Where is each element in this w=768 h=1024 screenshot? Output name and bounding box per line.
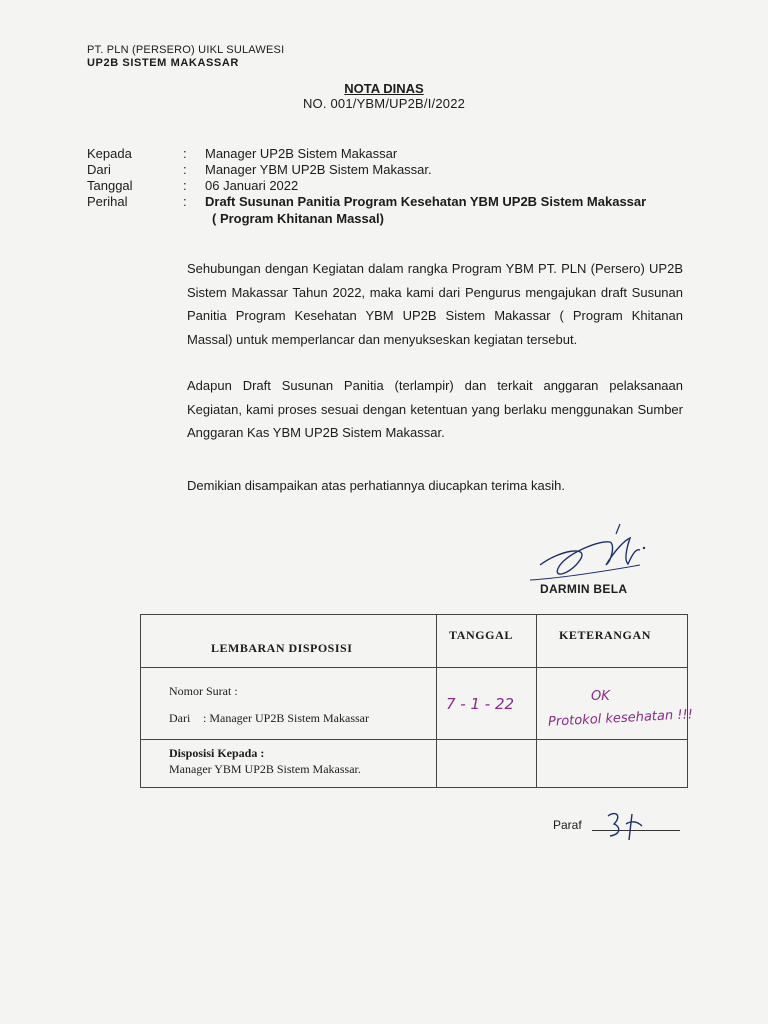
table-divider <box>536 615 537 787</box>
nomor-surat-label: Nomor Surat : <box>169 684 238 698</box>
meta-value-perihal-line2: ( Program Khitanan Massal) <box>212 211 384 226</box>
meta-colon: : <box>183 194 187 209</box>
dari-value: : Manager UP2B Sistem Makassar <box>203 711 369 725</box>
meta-label-dari: Dari <box>87 162 111 177</box>
disposition-col-date: TANGGAL <box>449 628 513 642</box>
meta-colon: : <box>183 178 187 193</box>
dari-label: Dari <box>169 711 191 725</box>
paraf-label: Paraf <box>553 818 582 832</box>
meta-value-tanggal: 06 Januari 2022 <box>205 178 299 193</box>
disposisi-kepada-label: Disposisi Kepada : <box>169 746 265 760</box>
memo-number: NO. 001/YBM/UP2B/I/2022 <box>302 96 466 111</box>
table-divider <box>141 667 687 668</box>
body-paragraph-1: Sehubungan dengan Kegiatan dalam rangka Program YBM PT. PLN (Persero) UP2B Sistem Makassar Tahun 2022, maka kami dari Pengurus mengajukan draft Susunan Panitia Program Kesehatan YBM UP2B Sistem Makassar ( Program Khitanan Massal) untuk memperlancar dan menyukseskan kegiatan tersebut. <box>187 261 683 347</box>
meta-value-perihal: Draft Susunan Panitia Program Kesehatan YBM UP2B Sistem Makassar <box>205 194 647 209</box>
org-name-line2: UP2B SISTEM MAKASSAR <box>87 57 239 69</box>
meta-label-perihal: Perihal <box>87 194 128 209</box>
signer-name: DARMIN BELA <box>540 582 628 596</box>
disposition-header-title: LEMBARAN DISPOSISI <box>211 641 353 655</box>
paraf-signature <box>602 808 652 844</box>
body-paragraph-3: Demikian disampaikan atas perhatiannya diucapkan terima kasih. <box>187 478 565 493</box>
meta-value-dari: Manager YBM UP2B Sistem Makassar. <box>205 162 432 177</box>
disposition-table <box>140 614 694 788</box>
org-name-line1: PT. PLN (PERSERO) UIKL SULAWESI <box>87 44 285 56</box>
handwritten-note-ok: OK <box>591 689 610 704</box>
meta-colon: : <box>183 146 187 161</box>
handwritten-note-protocol: Protokol kesehatan !!! <box>547 707 694 730</box>
handwritten-date: 7 - 1 - 22 <box>446 695 515 713</box>
meta-colon: : <box>183 162 187 177</box>
table-divider <box>141 739 687 740</box>
body-paragraph-2: Adapun Draft Susunan Panitia (terlampir) dan terkait anggaran pelaksanaan Kegiatan, kami proses sesuai dengan ketentuan yang berlaku menggunakan Sumber Anggaran Kas YBM UP2B Sistem Makassar. <box>187 378 683 440</box>
disposisi-kepada-value: Manager YBM UP2B Sistem Makassar. <box>169 762 361 776</box>
meta-value-kepada: Manager UP2B Sistem Makassar <box>205 146 398 161</box>
disposition-col-note: KETERANGAN <box>559 628 652 642</box>
table-divider <box>436 615 437 787</box>
memo-title: NOTA DINAS <box>344 81 424 96</box>
meta-label-tanggal: Tanggal <box>87 178 133 193</box>
meta-label-kepada: Kepada <box>87 146 132 161</box>
